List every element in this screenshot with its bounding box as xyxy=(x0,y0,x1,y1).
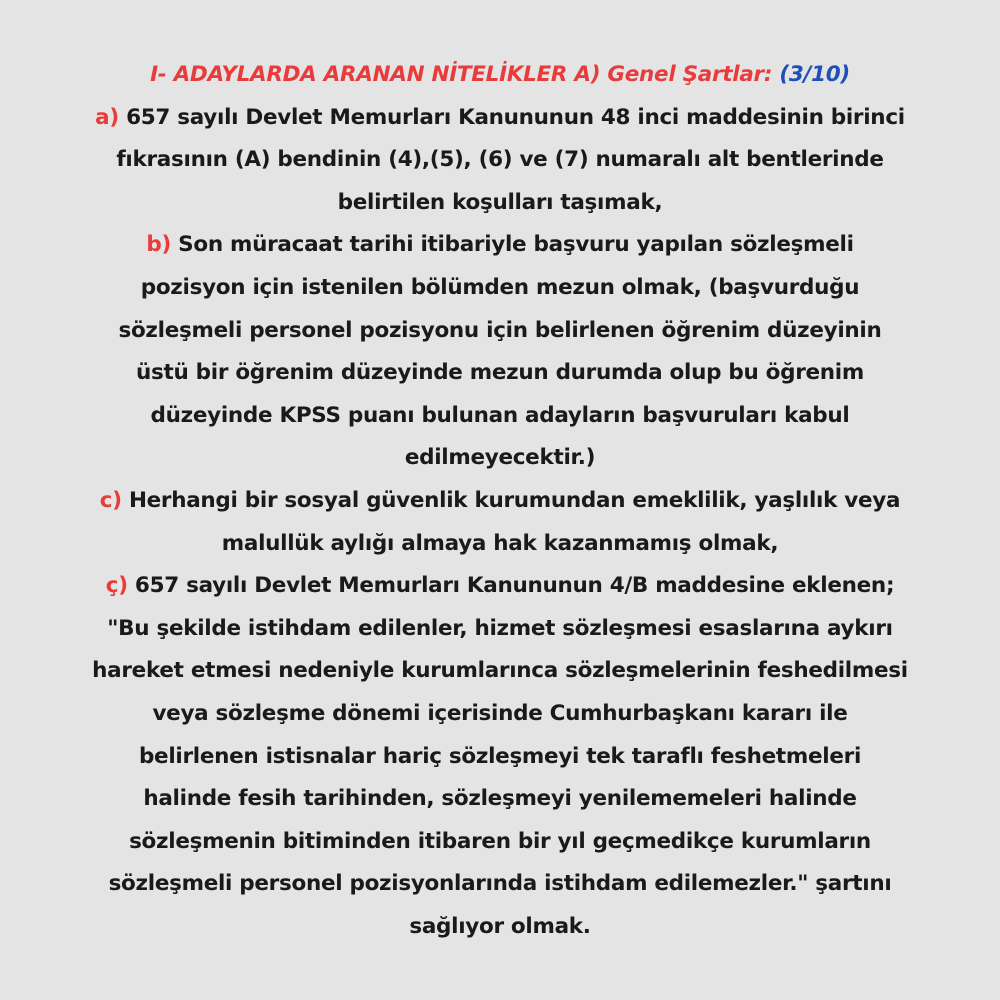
condition-item-b xyxy=(0,224,1000,480)
condition-line: sözleşmeli personel pozisyonu için belirlenen öğrenim düzeyinin xyxy=(118,317,882,343)
condition-line: pozisyon için istenilen bölümden mezun olmak, (başvurduğu xyxy=(140,274,860,300)
condition-line xyxy=(0,97,1000,140)
condition-marker: c) xyxy=(99,487,122,513)
section-heading xyxy=(0,54,1000,97)
section-heading-title: I- ADAYLARDA ARANAN NİTELİKLER A) Genel Şartlar: xyxy=(150,62,773,87)
condition-text: Son müracaat tarihi itibariyle başvuru yapılan sözleşmeli xyxy=(178,232,854,258)
condition-line xyxy=(0,224,1000,267)
condition-item-c xyxy=(0,480,1000,565)
page-indicator: (3/10) xyxy=(779,62,850,87)
condition-line: veya sözleşme dönemi içerisinde Cumhurbaşkanı kararı ile xyxy=(152,700,848,726)
condition-line: üstü bir öğrenim düzeyinde mezun durumda olup bu öğrenim xyxy=(136,360,864,386)
condition-line xyxy=(0,480,1000,523)
condition-line: malullük aylığı almaya hak kazanmamış olmak, xyxy=(221,530,779,556)
condition-text: 657 sayılı Devlet Memurları Kanununun 4/B maddesine eklenen; xyxy=(134,573,895,599)
condition-marker: a) xyxy=(95,104,119,130)
condition-line: hareket etmesi nedeniyle kurumlarınca sözleşmelerinin feshedilmesi xyxy=(92,658,908,684)
condition-line: sağlıyor olmak. xyxy=(409,913,591,939)
condition-marker: ç) xyxy=(105,573,128,599)
condition-text: Herhangi bir sosyal güvenlik kurumundan emeklilik, yaşlılık veya xyxy=(128,487,901,513)
condition-text: 657 sayılı Devlet Memurları Kanununun 48 inci maddesinin birinci xyxy=(126,104,905,130)
condition-line: edilmeyecektir.) xyxy=(404,445,596,471)
condition-item-a xyxy=(0,97,1000,225)
condition-line: "Bu şekilde istihdam edilenler, hizmet sözleşmesi esaslarına aykırı xyxy=(107,615,893,641)
condition-line: belirtilen koşulları taşımak, xyxy=(337,189,663,215)
condition-line: halinde fesih tarihinden, sözleşmeyi yenilememeleri halinde xyxy=(143,786,857,812)
condition-line xyxy=(0,565,1000,608)
condition-line: sözleşmeli personel pozisyonlarında istihdam edilemezler." şartını xyxy=(108,871,892,897)
condition-marker: b) xyxy=(146,232,171,258)
condition-line: düzeyinde KPSS puanı bulunan adayların başvuruları kabul xyxy=(150,402,850,428)
conditions-text xyxy=(0,54,1000,948)
condition-line: belirlenen istisnalar hariç sözleşmeyi tek taraflı feshetmeleri xyxy=(138,743,862,769)
condition-item-c-cedilla xyxy=(0,565,1000,948)
condition-line: sözleşmenin bitiminden itibaren bir yıl geçmedikçe kurumların xyxy=(129,828,871,854)
condition-line: fıkrasının (A) bendinin (4),(5), (6) ve (7) numaralı alt bentlerinde xyxy=(116,147,884,173)
